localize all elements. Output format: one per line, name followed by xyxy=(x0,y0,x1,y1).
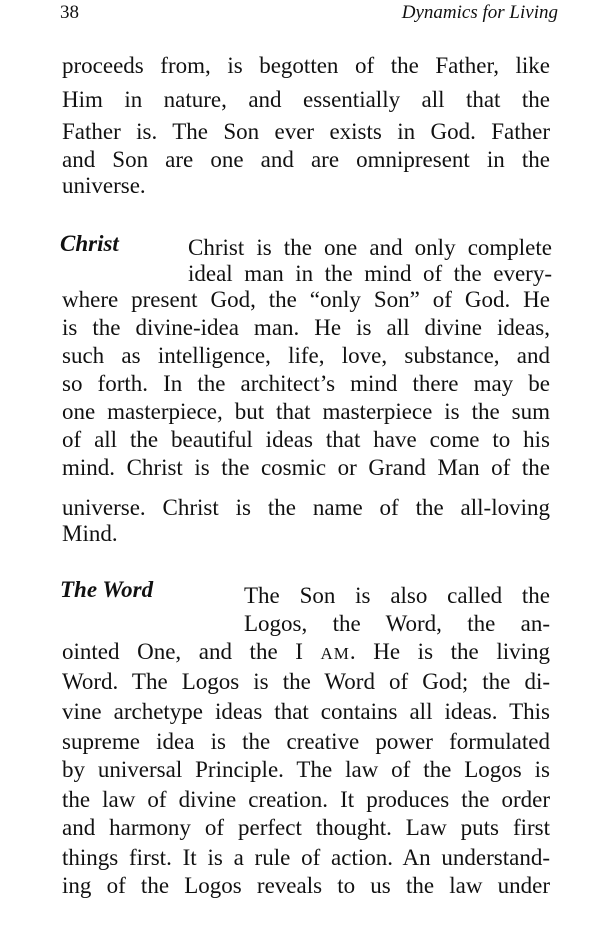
paragraph-line: ideal man in the mind of the every- xyxy=(188,261,552,286)
paragraph-line: universe. xyxy=(62,173,146,198)
paragraph-line: mind. Christ is the cosmic or Grand Man of the xyxy=(62,455,550,480)
paragraph-line: vine archetype ideas that contains all ideas. This xyxy=(62,699,550,724)
running-head: Dynamics for Living xyxy=(401,2,558,23)
paragraph-line: and harmony of perfect thought. Law puts first xyxy=(62,815,550,840)
paragraph-line: things first. It is a rule of action. An understand- xyxy=(62,845,550,870)
small-caps-text: AM xyxy=(320,644,350,663)
paragraph-line: and Son are one and are omnipresent in the xyxy=(62,147,550,172)
paragraph-line: so forth. In the architect’s mind there may be xyxy=(62,371,550,396)
paragraph-line: Logos, the Word, the an- xyxy=(244,611,550,636)
paragraph-line: of all the beautiful ideas that have come to his xyxy=(62,427,550,452)
paragraph-line: Word. The Logos is the Word of God; the di- xyxy=(62,669,550,694)
side-heading-christ: Christ xyxy=(60,231,119,256)
paragraph-line: Christ is the one and only complete xyxy=(188,235,552,260)
paragraph-line: ing of the Logos reveals to us the law under xyxy=(62,873,550,898)
paragraph-line: such as intelligence, life, love, substance, and xyxy=(62,343,550,368)
paragraph-line: is the divine-idea man. He is all divine ideas, xyxy=(62,315,550,340)
paragraph-line: the law of divine creation. It produces the order xyxy=(62,787,550,812)
paragraph-line: proceeds from, is begotten of the Father, like xyxy=(62,53,550,78)
paragraph-line xyxy=(62,638,550,668)
paragraph-line: one masterpiece, but that masterpiece is the sum xyxy=(62,399,550,424)
paragraph-line: Him in nature, and essentially all that the xyxy=(62,87,550,112)
paragraph-line: supreme idea is the creative power formulated xyxy=(62,729,550,754)
paragraph-line: where present God, the “only Son” of God. He xyxy=(62,287,550,312)
paragraph-line: by universal Principle. The law of the Logos is xyxy=(62,757,550,782)
paragraph-line: The Son is also called the xyxy=(244,583,550,608)
paragraph-line: Mind. xyxy=(62,521,118,546)
text-run: ointed One, and the I xyxy=(62,639,321,664)
paragraph-line: universe. Christ is the name of the all-loving xyxy=(62,495,550,520)
text-run: . He is the living xyxy=(349,639,550,664)
page-number: 38 xyxy=(60,2,79,23)
side-heading-the-word: The Word xyxy=(60,577,154,602)
paragraph-line: Father is. The Son ever exists in God. Father xyxy=(62,119,550,144)
